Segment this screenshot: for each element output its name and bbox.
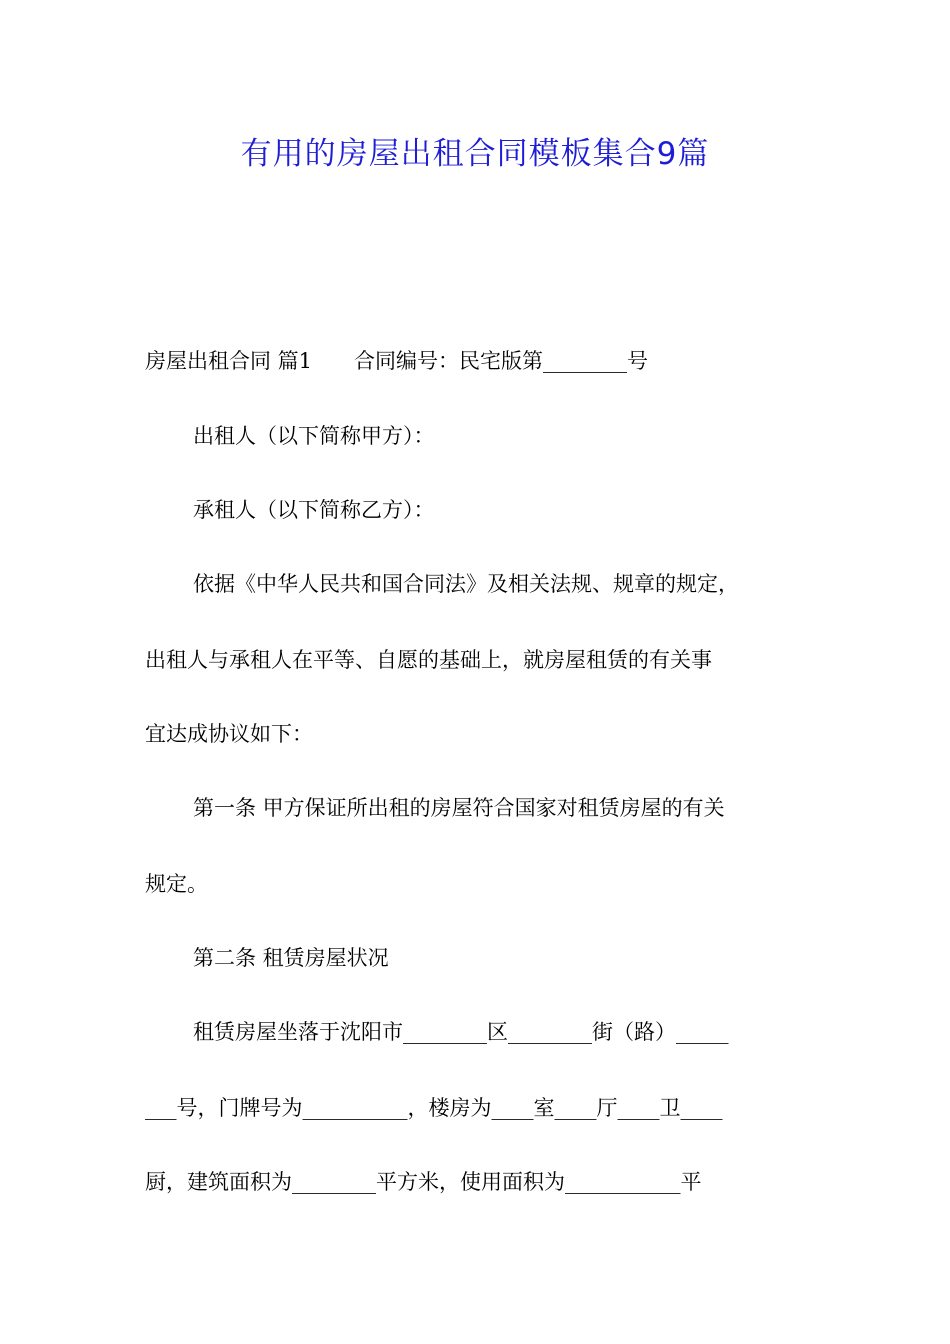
contract-heading-line: 房屋出租合同 篇1 合同编号：民宅版第________号 bbox=[145, 349, 649, 373]
lessor-line: 出租人（以下简称甲方）： bbox=[193, 424, 435, 448]
property-detail-line: ___号，门牌号为__________，楼房为____室____厅____卫____ bbox=[145, 1096, 723, 1120]
article-one-line: 第一条 甲方保证所出租的房屋符合国家对租赁房屋的有关 bbox=[193, 796, 725, 820]
property-location-line: 租赁房屋坐落于沈阳市________区________街（路）_____ bbox=[193, 1020, 729, 1044]
article-two-heading: 第二条 租赁房屋状况 bbox=[193, 946, 389, 970]
paragraph-line: 依据《中华人民共和国合同法》及相关法规、规章的规定， bbox=[193, 572, 739, 596]
property-area-line: 厨，建筑面积为________平方米，使用面积为___________平 bbox=[145, 1170, 702, 1194]
paragraph-line: 出租人与承租人在平等、自愿的基础上，就房屋租赁的有关事 bbox=[145, 648, 712, 672]
document-title: 有用的房屋出租合同模板集合9篇 bbox=[240, 136, 710, 172]
paragraph-line: 规定。 bbox=[145, 872, 208, 896]
paragraph-line: 宜达成协议如下： bbox=[145, 722, 313, 746]
lessee-line: 承租人（以下简称乙方）： bbox=[193, 498, 435, 522]
